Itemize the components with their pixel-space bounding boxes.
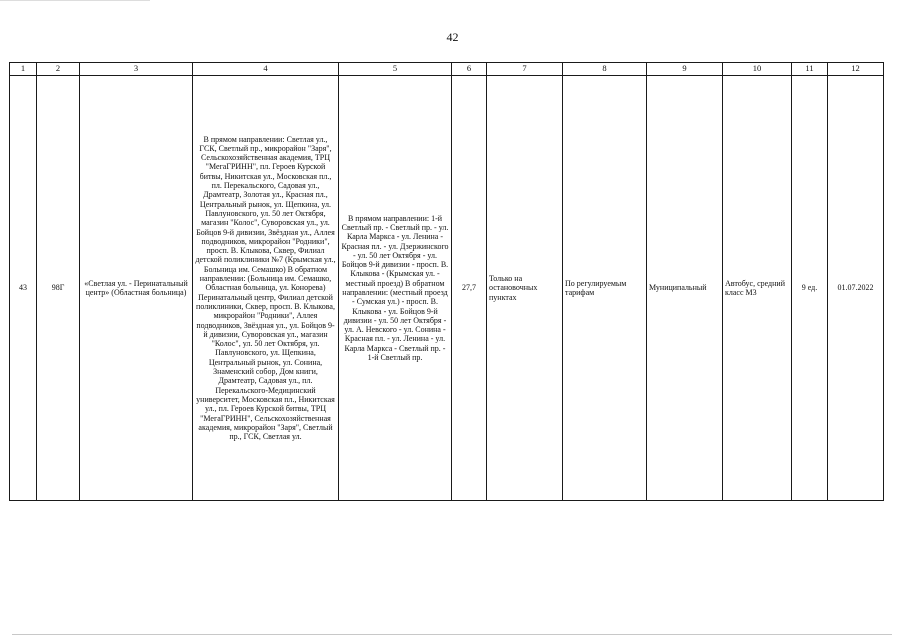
column-header: 11	[792, 63, 828, 76]
top-edge-mark	[0, 0, 150, 1]
column-header: 12	[828, 63, 884, 76]
start-date-cell: 01.07.2022	[828, 76, 884, 501]
route-length-cell: 27,7	[452, 76, 487, 501]
column-header: 9	[647, 63, 723, 76]
column-header: 3	[80, 63, 193, 76]
page-number: 42	[446, 30, 459, 44]
column-header: 8	[563, 63, 647, 76]
route-index-cell: 43	[10, 76, 37, 501]
column-header: 1	[10, 63, 37, 76]
column-header: 10	[723, 63, 792, 76]
stops-list-cell: В прямом направлении: Светлая ул., ГСК, Светлый пр., микрорайон "Заря", Сельскохозяйственная академия, ТРЦ "МегаГРИНН", пл. Героев Курской битвы, Никитская ул., Московская пл., пл. Перекальского, Садовая ул., Драмтеатр, Золотая ул., Красная пл., Центральный рынок, ул. Щепкина, ул. Павлуновского, ул. 50 лет Октября, магазин "Колос", Суворовская ул., ул. Бойцов 9-й дивизии, Звёздная ул., Аллея подводников, микрорайон "Родники", просп. В. Клыкова, Сквер, Филиал детской поликлиники №7 (Крымская ул., Больница им. Семашко) В обратном направлении: (Больница им. Семашко, Областная больница, ул. Конорева) Перинатальный центр, Филиал детской поликлиники, Сквер, просп. В. Клыкова, микрорайон "Родники", Аллея подводников, Звёздная ул., ул. Бойцов 9-й дивизии, Суворовская ул., магазин "Колос", ул. 50 лет Октября, ул. Павлуновского, ул. Щепкина, Центральный рынок, ул. Сонина, Знаменский собор, Дом книги, Драмтеатр, Садовая ул., пл. Перекальского-Медицинский университет, Московская пл., Никитская ул., пл. Героев Курской битвы, ТРЦ "МегаГРИНН", Сельскохозяйственная академия, микрорайон "Заря", Светлый пр., ГСК, Светлая ул.	[193, 76, 339, 501]
table-row	[10, 76, 884, 501]
route-name-cell: «Светлая ул. - Перинатальный центр» (Областная больница)	[80, 76, 193, 501]
route-type-cell: Муниципальный	[647, 76, 723, 501]
column-header: 6	[452, 63, 487, 76]
column-header: 4	[193, 63, 339, 76]
column-header: 7	[487, 63, 563, 76]
vehicle-count-cell: 9 ед.	[792, 76, 828, 501]
tariff-type-cell: По регулируемым тарифам	[563, 76, 647, 501]
vehicle-class-cell: Автобус, средний класс М3	[723, 76, 792, 501]
bottom-edge-line	[12, 634, 892, 635]
column-header: 2	[37, 63, 80, 76]
streets-list-cell: В прямом направлении: 1-й Светлый пр. - Светлый пр. - ул. Карла Маркса - ул. Ленина - Красная пл. - ул. Дзержинского - ул. 50 лет Октября - ул. Бойцов 9-й дивизии - просп. В. Клыкова - (Крымская ул. - местный проезд) В обратном направлении: (местный проезд - Сумская ул.) - просп. В. Клыкова - ул. Бойцов 9-й дивизии - ул. 50 лет Октября - ул. А. Невского - ул. Сонина - Красная пл. - ул. Ленина - ул. Карла Маркса - Светлый пр. - 1-й Светлый пр.	[339, 76, 452, 501]
route-number-cell: 98Г	[37, 76, 80, 501]
boarding-order-cell: Только на остановочных пунктах	[487, 76, 563, 501]
column-header: 5	[339, 63, 452, 76]
route-table	[9, 62, 884, 501]
header-row	[10, 63, 884, 76]
